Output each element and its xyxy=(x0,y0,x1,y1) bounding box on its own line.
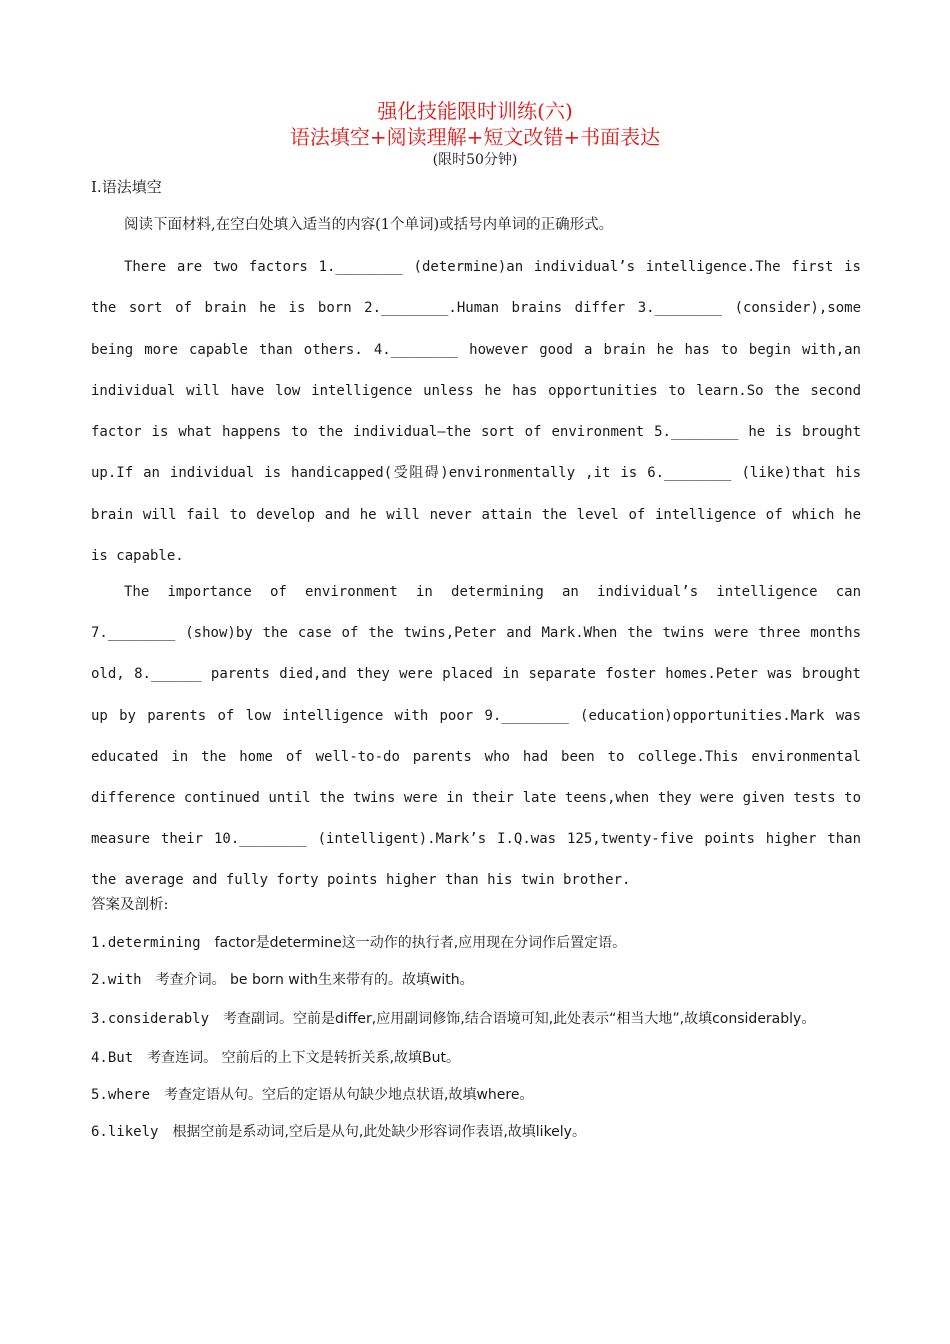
answer-item xyxy=(91,962,866,999)
answers-heading: 答案及剖析: xyxy=(91,897,169,913)
section-instruction: 阅读下面材料,在空白处填入适当的内容(1个单词)或括号内单词的正确形式。 xyxy=(124,217,614,233)
answer-key: 1.determining xyxy=(91,935,201,951)
answer-explanation: factor是determine这一动作的执行者,应用现在分词作后置定语。 xyxy=(214,935,627,951)
answer-key: 3.considerably xyxy=(91,1011,210,1027)
answer-explanation: 考查连词。 空前后的上下文是转折关系,故填But。 xyxy=(147,1050,461,1066)
document-title: 强化技能限时训练(六) xyxy=(377,99,573,123)
answer-item xyxy=(91,925,866,962)
answer-item xyxy=(91,1114,866,1151)
section-heading: Ⅰ.语法填空 xyxy=(91,178,162,196)
passage-paragraph-1: There are two factors 1.________ (determine)an individual’s intelligence.The first is the sort of brain he is born 2.________.Human brains differ 3.________ (consider),some being more capable than others. 4.________ however good a brain he has to begin with,an individual will have low intelligence unless he has opportunities to learn.So the second factor is what happens to the individual—the sort of environment 5.________ he is brought up.If an individual is handicapped(受阻碍)environmentally ,it is 6.________ (like)that his brain will fail to develop and he will never attain the level of intelligence of which he is capable. xyxy=(91,259,861,565)
answer-explanation: 考查介词。 be born with生来带有的。故填with。 xyxy=(155,972,474,988)
document-subtitle: 语法填空+阅读理解+短文改错+书面表达 xyxy=(289,125,661,149)
title-block xyxy=(0,98,950,170)
answer-key: 4.But xyxy=(91,1050,134,1066)
time-limit: (限时50分钟) xyxy=(432,152,518,168)
answer-item xyxy=(91,1040,866,1077)
answer-item xyxy=(91,1077,866,1114)
answer-explanation: 考查副词。空前是differ,应用副词修饰,结合语境可知,此处表示“相当大地”,故填considerably。 xyxy=(223,1011,816,1027)
answer-explanation: 考查定语从句。空后的定语从句缺少地点状语,故填where。 xyxy=(164,1087,534,1103)
answer-item xyxy=(91,999,866,1040)
answer-explanation: 根据空前是系动词,空后是从句,此处缺少形容词作表语,故填likely。 xyxy=(172,1124,586,1140)
answer-list xyxy=(91,925,866,1151)
answer-key: 2.with xyxy=(91,972,142,988)
answer-key: 5.where xyxy=(91,1087,151,1103)
answer-key: 6.likely xyxy=(91,1124,159,1140)
passage-paragraph-2: The importance of environment in determining an individual’s intelligence can 7.________ (show)by the case of the twins,Peter and Mark.When the twins were three months old, 8.______ parents died,and they were placed in separate foster homes.Peter was brought up by parents of low intelligence with poor 9.________ (education)opportunities.Mark was educated in the home of well-to-do parents who had been to college.This environmental difference continued until the twins were in their late teens,when they were given tests to measure their 10.________ (intelligent).Mark’s I.Q.was 125,twenty-five points higher than the average and fully forty points higher than his twin brother. xyxy=(91,584,861,889)
